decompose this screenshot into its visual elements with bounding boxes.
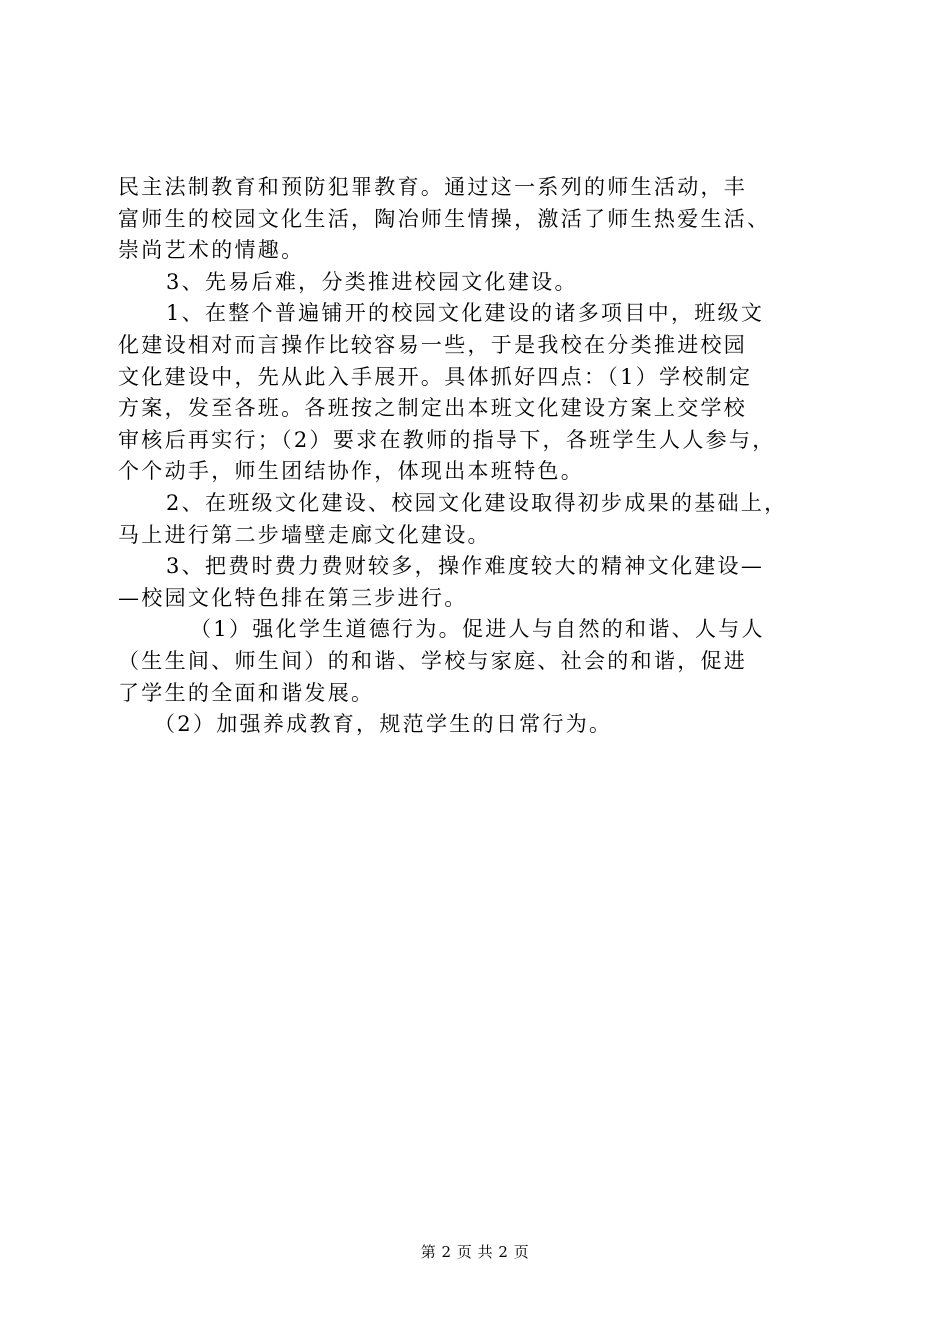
text-line: 民主法制教育和预防犯罪教育。通过这一系列的师生活动，丰 [118,175,748,199]
page-number-footer: 第 2 页 共 2 页 [420,1243,530,1261]
section-heading: 3、先易后难，分类推进校园文化建设。 [166,269,578,294]
text-line: 文化建设中，先从此入手展开。具体抓好四点：（1）学校制定 [118,364,753,389]
text-line: （生生间、师生间）的和谐、学校与家庭、社会的和谐，促进 [118,648,748,673]
text-line: —校园文化特色排在第三步进行。 [118,585,468,610]
text-line: （1）强化学生道德行为。促进人与自然的和谐、人与人 [190,617,765,642]
text-line: 2、在班级文化建设、校园文化建设取得初步成果的基础上， [166,490,788,515]
text-line: 了学生的全面和谐发展。 [118,680,375,705]
text-line: 方案，发至各班。各班按之制定出本班文化建设方案上交学校 [118,396,748,421]
text-line: 崇尚艺术的情趣。 [118,238,305,263]
text-line: 富师生的校园文化生活，陶冶师生情操，激活了师生热爱生活、 [118,206,771,231]
text-line: 个个动手，师生团结协作，体现出本班特色。 [118,459,584,484]
text-line: 马上进行第二步墙壁走廊文化建设。 [118,522,491,547]
document-body [118,172,840,741]
text-line: 化建设相对而言操作比较容易一些，于是我校在分类推进校园 [118,332,748,357]
text-line: 审核后再实行；（2）要求在教师的指导下，各班学生人人参与， [118,427,776,452]
text-line: 1、在整个普遍铺开的校园文化建设的诸多项目中，班级文 [166,301,765,326]
text-line: （2）加强养成教育，规范学生的日常行为。 [154,712,613,737]
text-line: 3、把费时费力费财较多，操作难度较大的精神文化建设— [166,554,765,579]
